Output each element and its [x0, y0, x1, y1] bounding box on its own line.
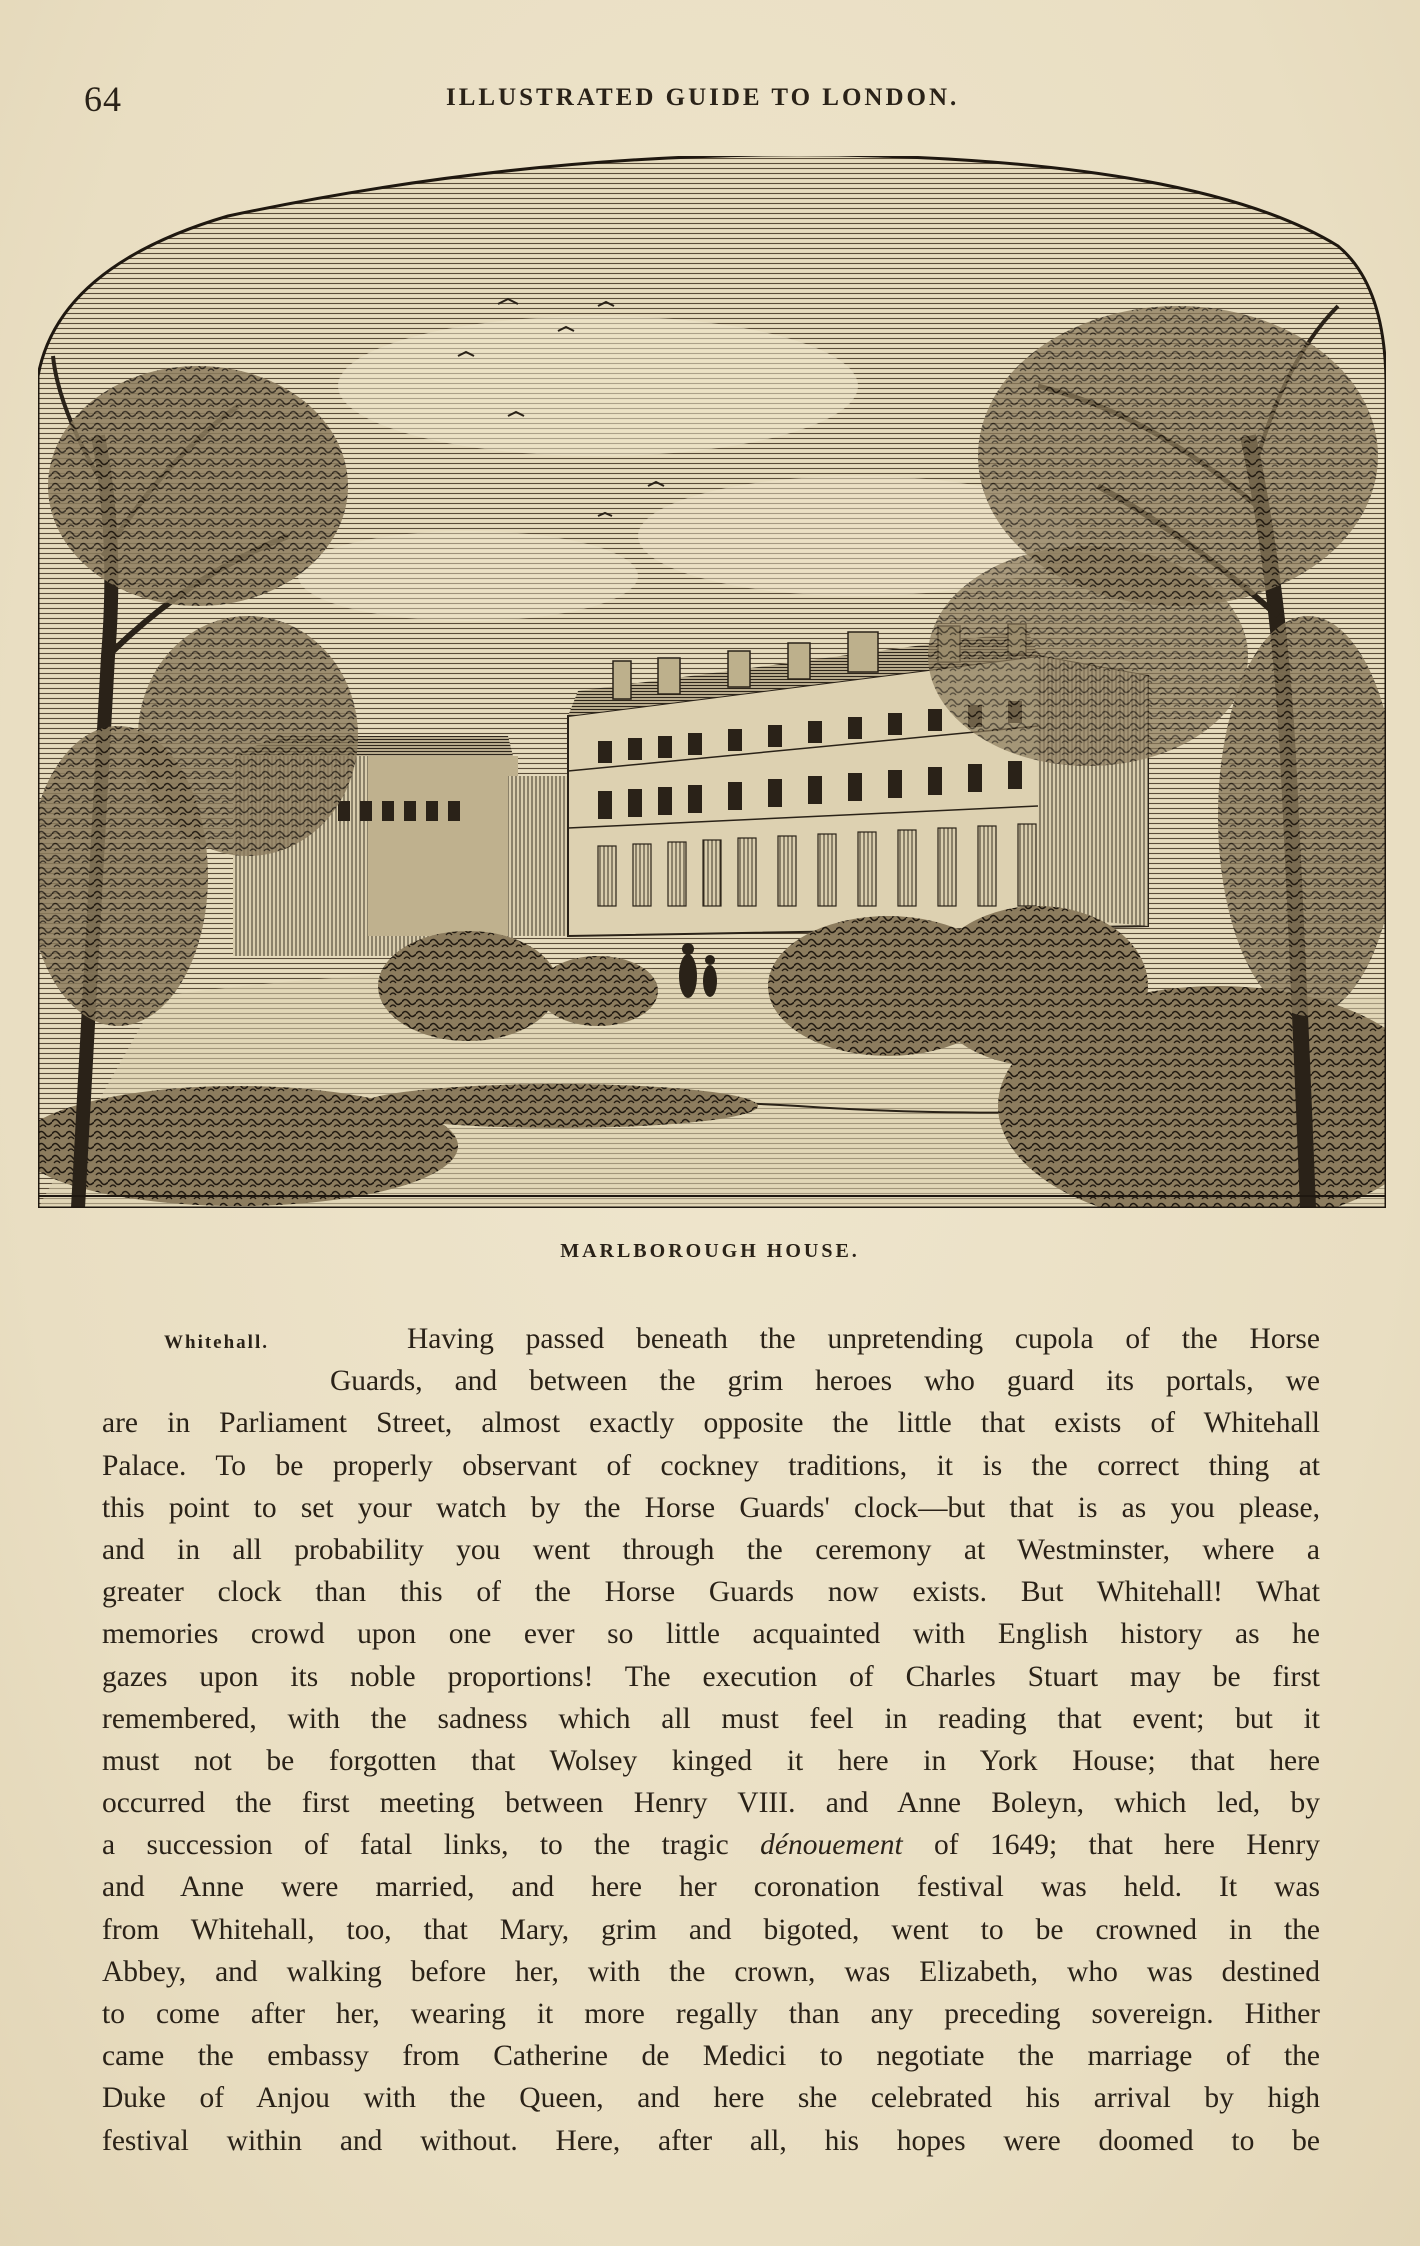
text-line: are in Parliament Street, almost exactly opposite the little that exists of Whitehall [102, 1407, 1320, 1440]
text-line: Abbey, and walking before her, with the crown, was Elizabeth, who was destined [102, 1955, 1320, 1988]
engraving-svg [38, 156, 1386, 1208]
text-line: and in all probability you went through the ceremony at Westminster, where a [102, 1533, 1320, 1566]
text-line: this point to set your watch by the Horse Guards' clock—but that is as you please, [102, 1491, 1320, 1524]
running-head: ILLUSTRATED GUIDE TO LONDON. [446, 84, 960, 111]
engraving-marlborough-house [38, 156, 1386, 1208]
text-line: Palace. To be properly observant of cockney traditions, it is the correct thing at [102, 1449, 1320, 1482]
text-line: festival within and without. Here, after all, his hopes were doomed to be [102, 2124, 1320, 2157]
text-line-with-italic [102, 1824, 1320, 1866]
body-text [102, 1318, 1320, 2162]
text-line: occurred the first meeting between Henry VIII. and Anne Boleyn, which led, by [102, 1787, 1320, 1820]
text-line: Guards, and between the grim heroes who guard its portals, we [330, 1365, 1320, 1398]
text-line: and Anne were married, and here her coronation festival was held. It was [102, 1871, 1320, 1904]
text-segment: of 1649; that here Henry [934, 1829, 1320, 1862]
text-line: gazes upon its noble proportions! The execution of Charles Stuart may be first [102, 1660, 1320, 1693]
text-line: to come after her, wearing it more regally than any preceding sovereign. Hither [102, 1998, 1320, 2030]
text-line: came the embassy from Catherine de Medici to negotiate the marriage of the [102, 2040, 1320, 2073]
page-header [0, 78, 1420, 118]
side-note-whitehall: Whitehall. [164, 1332, 269, 1353]
text-line: memories crowd upon one ever so little acquainted with English history as he [102, 1618, 1320, 1651]
italic-term: dénouement [760, 1829, 903, 1862]
text-line: from Whitehall, too, that Mary, grim and bigoted, went to be crowned in the [102, 1913, 1320, 1946]
page-number: 64 [84, 79, 122, 119]
text-line: greater clock than this of the Horse Guards now exists. But Whitehall! What [102, 1576, 1320, 1609]
paragraph-whitehall [102, 1318, 1320, 2162]
text-line: Duke of Anjou with the Queen, and here she celebrated his arrival by high [102, 2082, 1320, 2115]
figure-caption: MARLBOROUGH HOUSE. [560, 1240, 860, 1262]
text-line: must not be forgotten that Wolsey kinged it here in York House; that here [102, 1744, 1320, 1777]
text-segment: a succession of fatal links, to the tragic [102, 1829, 729, 1862]
text-line: remembered, with the sadness which all must feel in reading that event; but it [102, 1702, 1320, 1735]
text-line: Having passed beneath the unpretending cupola of the Horse [407, 1323, 1320, 1355]
